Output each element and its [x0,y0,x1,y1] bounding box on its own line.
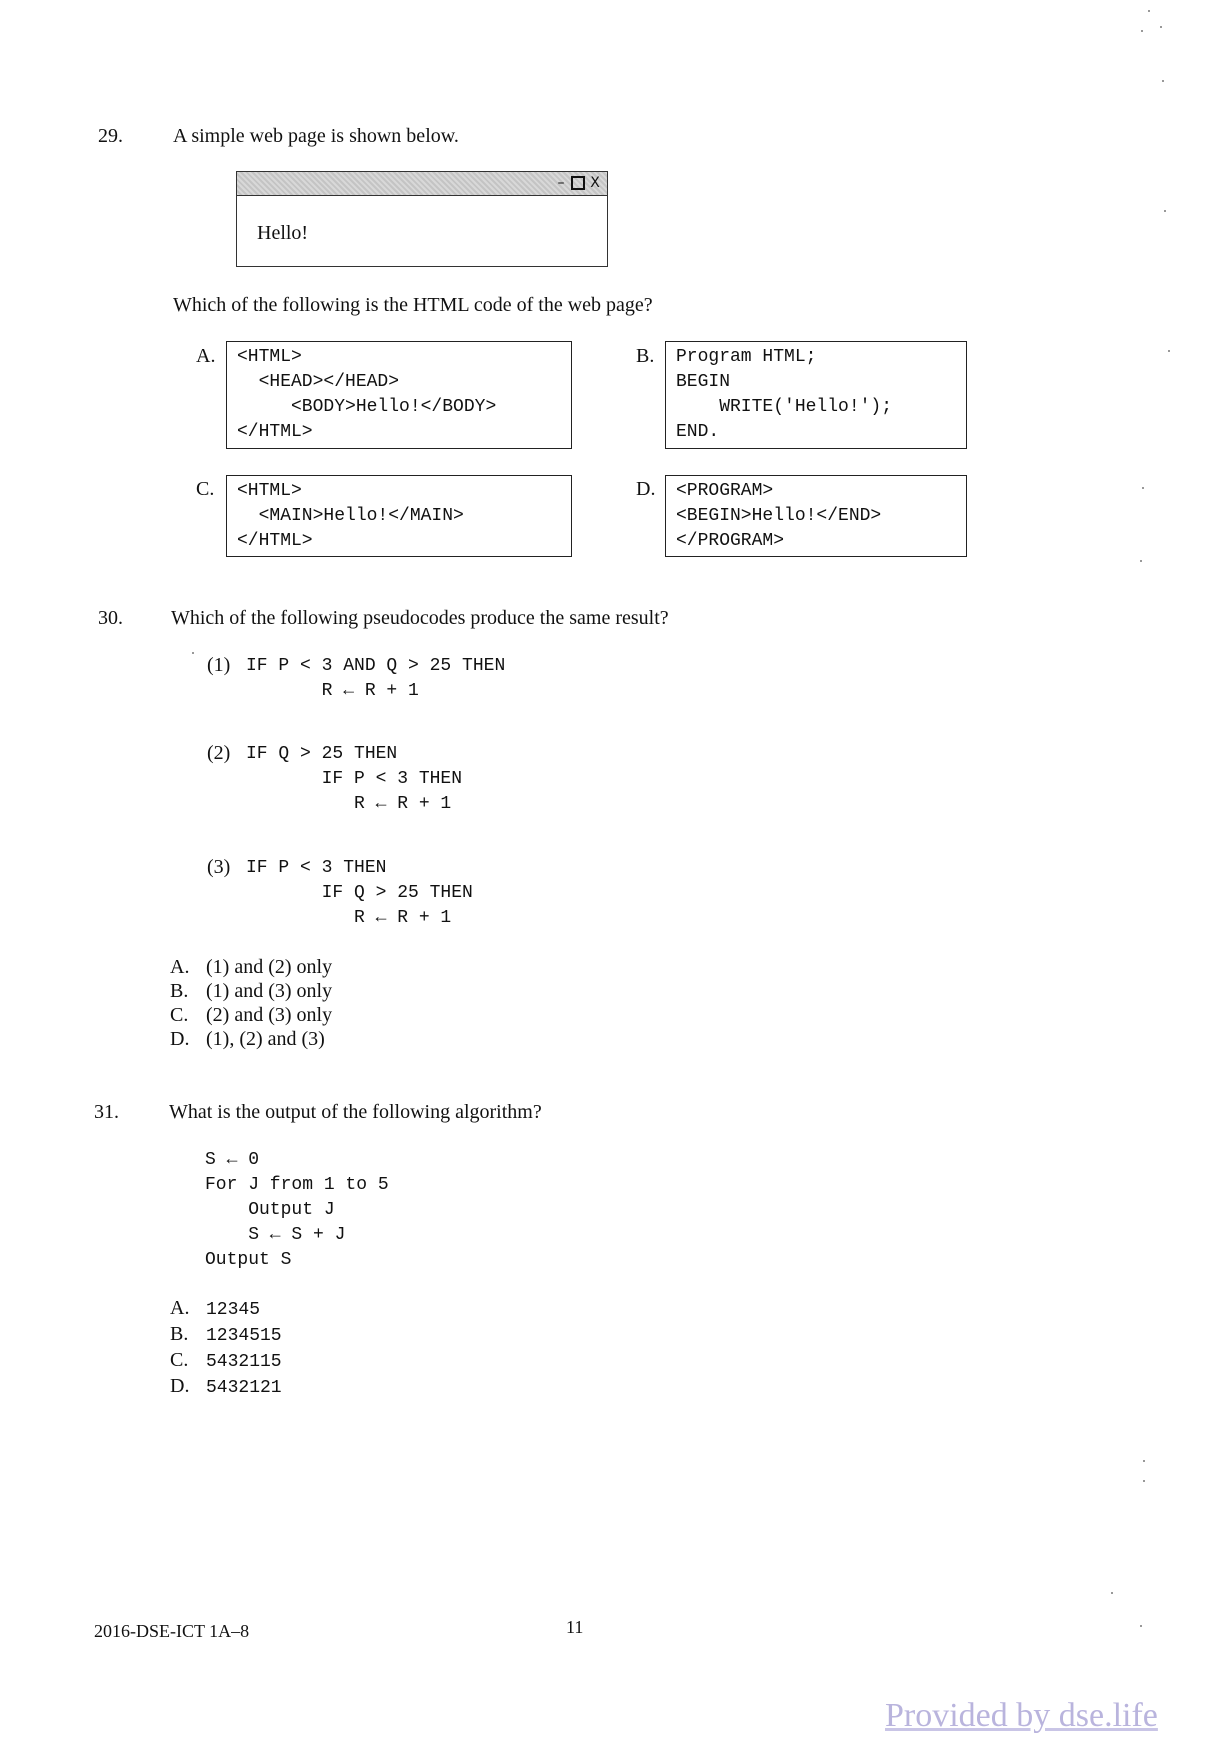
option-text: 1234515 [206,1326,282,1346]
q30-code1-label: (1) [207,654,231,676]
option-text: (2) and (3) only [206,1004,333,1026]
q31-option-a [170,1297,260,1323]
scan-speck [1148,10,1150,12]
q30-option-d [170,1028,325,1051]
q29-option-d-letter: D. [636,478,656,500]
q31-number: 31. [94,1101,119,1123]
q29-option-a-letter: A. [196,345,216,367]
scan-speck [1141,30,1143,32]
q29-option-d-code: <PROGRAM> <BEGIN>Hello!</END> </PROGRAM> [665,475,967,557]
q30-code3: IF P < 3 THEN IF Q > 25 THEN R ← R + 1 [246,858,473,928]
option-text: (1), (2) and (3) [206,1028,325,1050]
scan-speck [1143,1480,1145,1482]
q29-option-c-letter: C. [196,478,215,500]
q30-code1: IF P < 3 AND Q > 25 THEN R ← R + 1 [246,656,506,701]
scan-speck [1162,80,1164,82]
option-letter: B. [170,1323,189,1345]
q30-option-c [170,1004,332,1027]
browser-content-text: Hello! [257,222,309,244]
option-text: (1) and (3) only [206,980,333,1002]
q29-option-a-code: <HTML> <HEAD></HEAD> <BODY>Hello!</BODY> </HTML> [226,341,572,449]
option-letter: C. [170,1349,189,1371]
scan-speck [1168,350,1170,352]
q29-option-c-code: <HTML> <MAIN>Hello!</MAIN> </HTML> [226,475,572,557]
option-letter: A. [170,1297,190,1319]
option-letter: D. [170,1375,190,1397]
minimize-icon: – [557,175,565,191]
option-letter: D. [170,1028,190,1050]
scan-speck [192,652,194,654]
q30-option-a [170,956,332,979]
browser-titlebar [237,172,607,196]
option-letter: C. [170,1004,189,1026]
q29-number: 29. [98,125,123,147]
paper-code: 2016-DSE-ICT 1A–8 [94,1621,250,1641]
q31-option-c [170,1349,282,1375]
q29-question: Which of the following is the HTML code of the web page? [173,294,653,316]
q30-code2-label: (2) [207,742,231,764]
q30-stem: Which of the following pseudocodes produce the same result? [171,607,669,629]
scan-speck [1140,1625,1142,1627]
q30-code3-label: (3) [207,856,231,878]
option-text: 12345 [206,1300,261,1320]
scan-speck [1140,560,1142,562]
q29-option-b-code: Program HTML; BEGIN WRITE('Hello!'); END. [665,341,967,449]
close-icon: X [590,175,600,191]
q30-code2: IF Q > 25 THEN IF P < 3 THEN R ← R + 1 [246,744,463,814]
option-letter: A. [170,956,190,978]
maximize-icon [571,176,585,190]
scan-speck [1164,210,1166,212]
option-text: 5432115 [206,1352,282,1372]
scan-speck [1142,487,1144,489]
q30-number: 30. [98,607,123,629]
option-letter: B. [170,980,189,1002]
q31-stem: What is the output of the following algorithm? [169,1101,542,1123]
browser-window-figure [236,171,608,267]
q31-option-b [170,1323,282,1349]
q29-option-b-letter: B. [636,345,655,367]
scan-speck [1143,1460,1145,1462]
q31-code: S ← 0 For J from 1 to 5 Output J S ← S + J Output S [205,1150,389,1270]
option-text: 5432121 [206,1378,282,1398]
q31-option-d [170,1375,282,1401]
scan-speck [1160,26,1162,28]
watermark-link[interactable]: Provided by dse.life [885,1697,1158,1734]
q29-stem: A simple web page is shown below. [173,125,459,147]
scan-speck [1111,1592,1113,1594]
page-number: 11 [566,1617,584,1637]
q30-option-b [170,980,332,1003]
option-text: (1) and (2) only [206,956,333,978]
